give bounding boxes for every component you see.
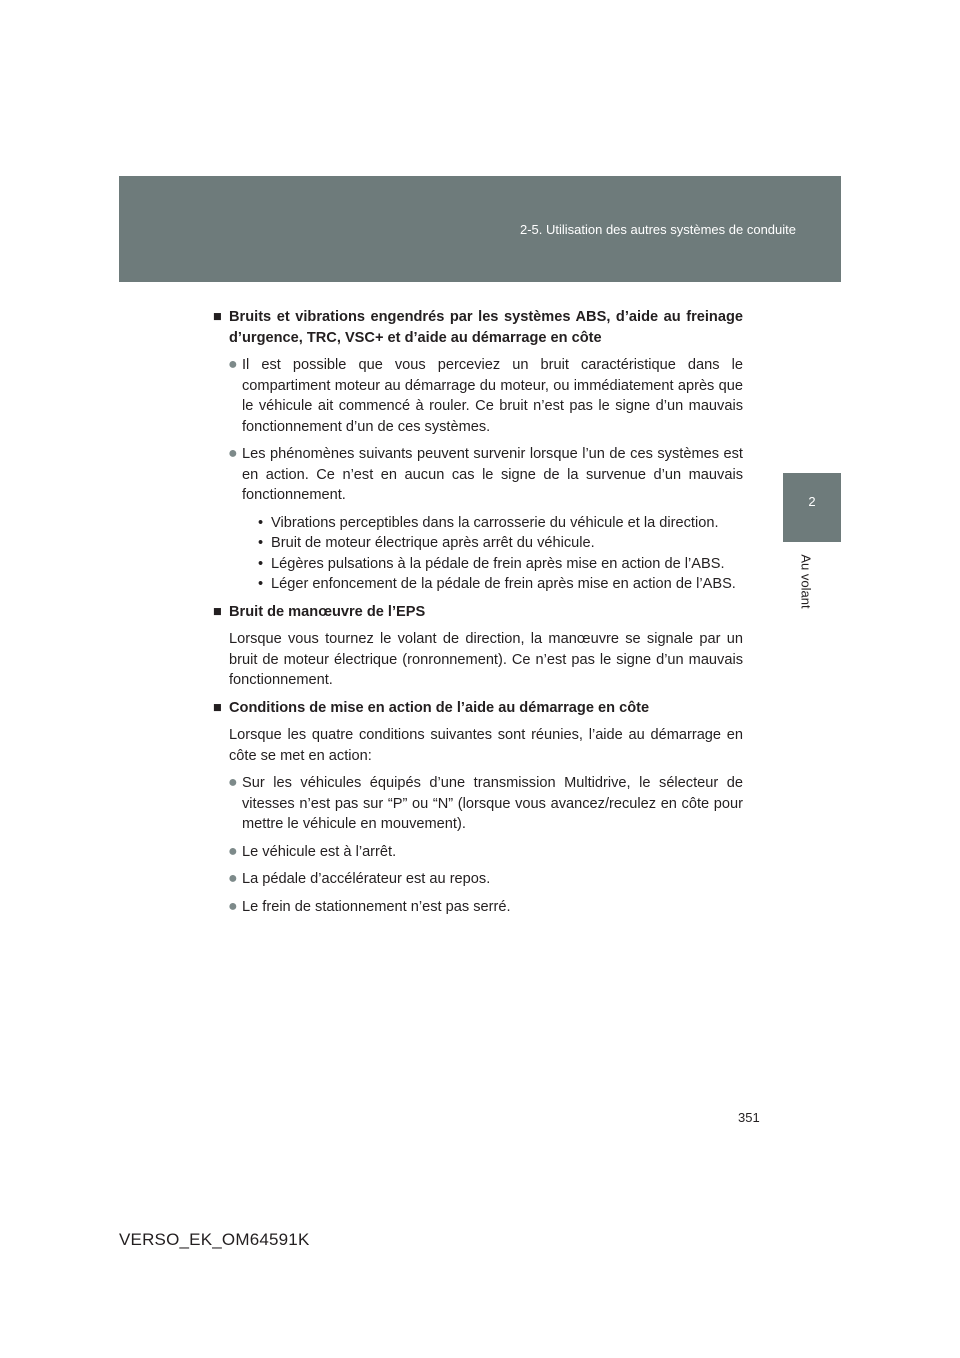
circle-bullet-icon: ●	[228, 870, 238, 887]
chapter-side-label	[796, 548, 816, 618]
circle-bullet-icon: ●	[228, 897, 238, 915]
circle-bullet-icon: ●	[228, 445, 238, 462]
dot-bullet-icon: •	[258, 555, 264, 572]
square-bullet-icon: ■	[213, 309, 222, 325]
circle-bullet-icon: ●	[228, 842, 238, 860]
page-content	[213, 307, 743, 924]
list-item: ● Sur les véhicules équipés d’une transmission Multidrive, le sélecteur de vitesses n’est pas sur “P” ou “N” (lorsque vous avancez/reculez en côte pour mettre le véhicule en mouvement).	[228, 774, 743, 832]
list-item: ● La pédale d’accélérateur est au repos.	[229, 869, 743, 890]
chapter-header-band	[119, 176, 841, 282]
circle-bullet-icon: ●	[228, 356, 238, 373]
square-bullet-icon: ■	[213, 699, 222, 716]
dot-bullet-icon: •	[258, 535, 264, 551]
sub-list-item: • Légères pulsations à la pédale de frein après mise en action de l’ABS.	[258, 554, 743, 575]
chapter-side-tab	[783, 473, 841, 542]
chapter-number: 2	[808, 494, 816, 509]
page-number: 351	[738, 1110, 760, 1125]
sub-list-item: • Bruit de moteur électrique après arrêt du véhicule.	[258, 533, 743, 554]
section-paragraph: Lorsque les quatre conditions suivantes sont réunies, l’aide au démarrage en côte se met en action:	[229, 727, 743, 764]
square-bullet-icon: ■	[213, 603, 222, 620]
section-heading: ■ Conditions de mise en action de l’aide au démarrage en côte	[213, 698, 743, 719]
sub-list	[258, 513, 743, 595]
dot-bullet-icon: •	[258, 514, 264, 531]
section-heading: ■ Bruits et vibrations engendrés par les systèmes ABS, d’aide au freinage d’urgence, TRC, VSC+ et d’aide au démarrage en côte	[213, 309, 743, 346]
circle-bullet-icon: ●	[228, 774, 238, 791]
list-item: ● Le frein de stationnement n’est pas serré.	[229, 897, 743, 918]
list-item: ● Le véhicule est à l’arrêt.	[229, 842, 743, 863]
section-heading: ■ Bruit de manœuvre de l’EPS	[213, 602, 743, 623]
sub-list-item: • Léger enfoncement de la pédale de frein après mise en action de l’ABS.	[258, 574, 743, 595]
chapter-label: Au volant	[798, 554, 814, 609]
chapter-header-title: 2-5. Utilisation des autres systèmes de conduite	[519, 222, 796, 237]
list-item: ● Les phénomènes suivants peuvent survenir lorsque l’un de ces systèmes est en action. Ce n’est en aucun cas le signe de la survenue d’un mauvais fonctionnement.	[228, 445, 743, 503]
sub-list-item: • Vibrations perceptibles dans la carrosserie du véhicule et la direction.	[258, 513, 743, 534]
document-code: VERSO_EK_OM64591K	[119, 1230, 310, 1249]
dot-bullet-icon: •	[258, 576, 264, 592]
section-paragraph: Lorsque vous tournez le volant de direction, la manœuvre se signale par un bruit de moteur électrique (ronronnement). Ce n’est pas le signe d’un mauvais fonctionnement.	[229, 631, 743, 688]
list-item: ● Il est possible que vous perceviez un bruit caractéristique dans le compartiment moteur au démarrage du moteur, ou immédiatement après que le véhicule ait commencé à rouler. Ce bruit n’est pas le signe d’un mauvais fonctionnement d’un de ces systèmes.	[228, 356, 743, 435]
